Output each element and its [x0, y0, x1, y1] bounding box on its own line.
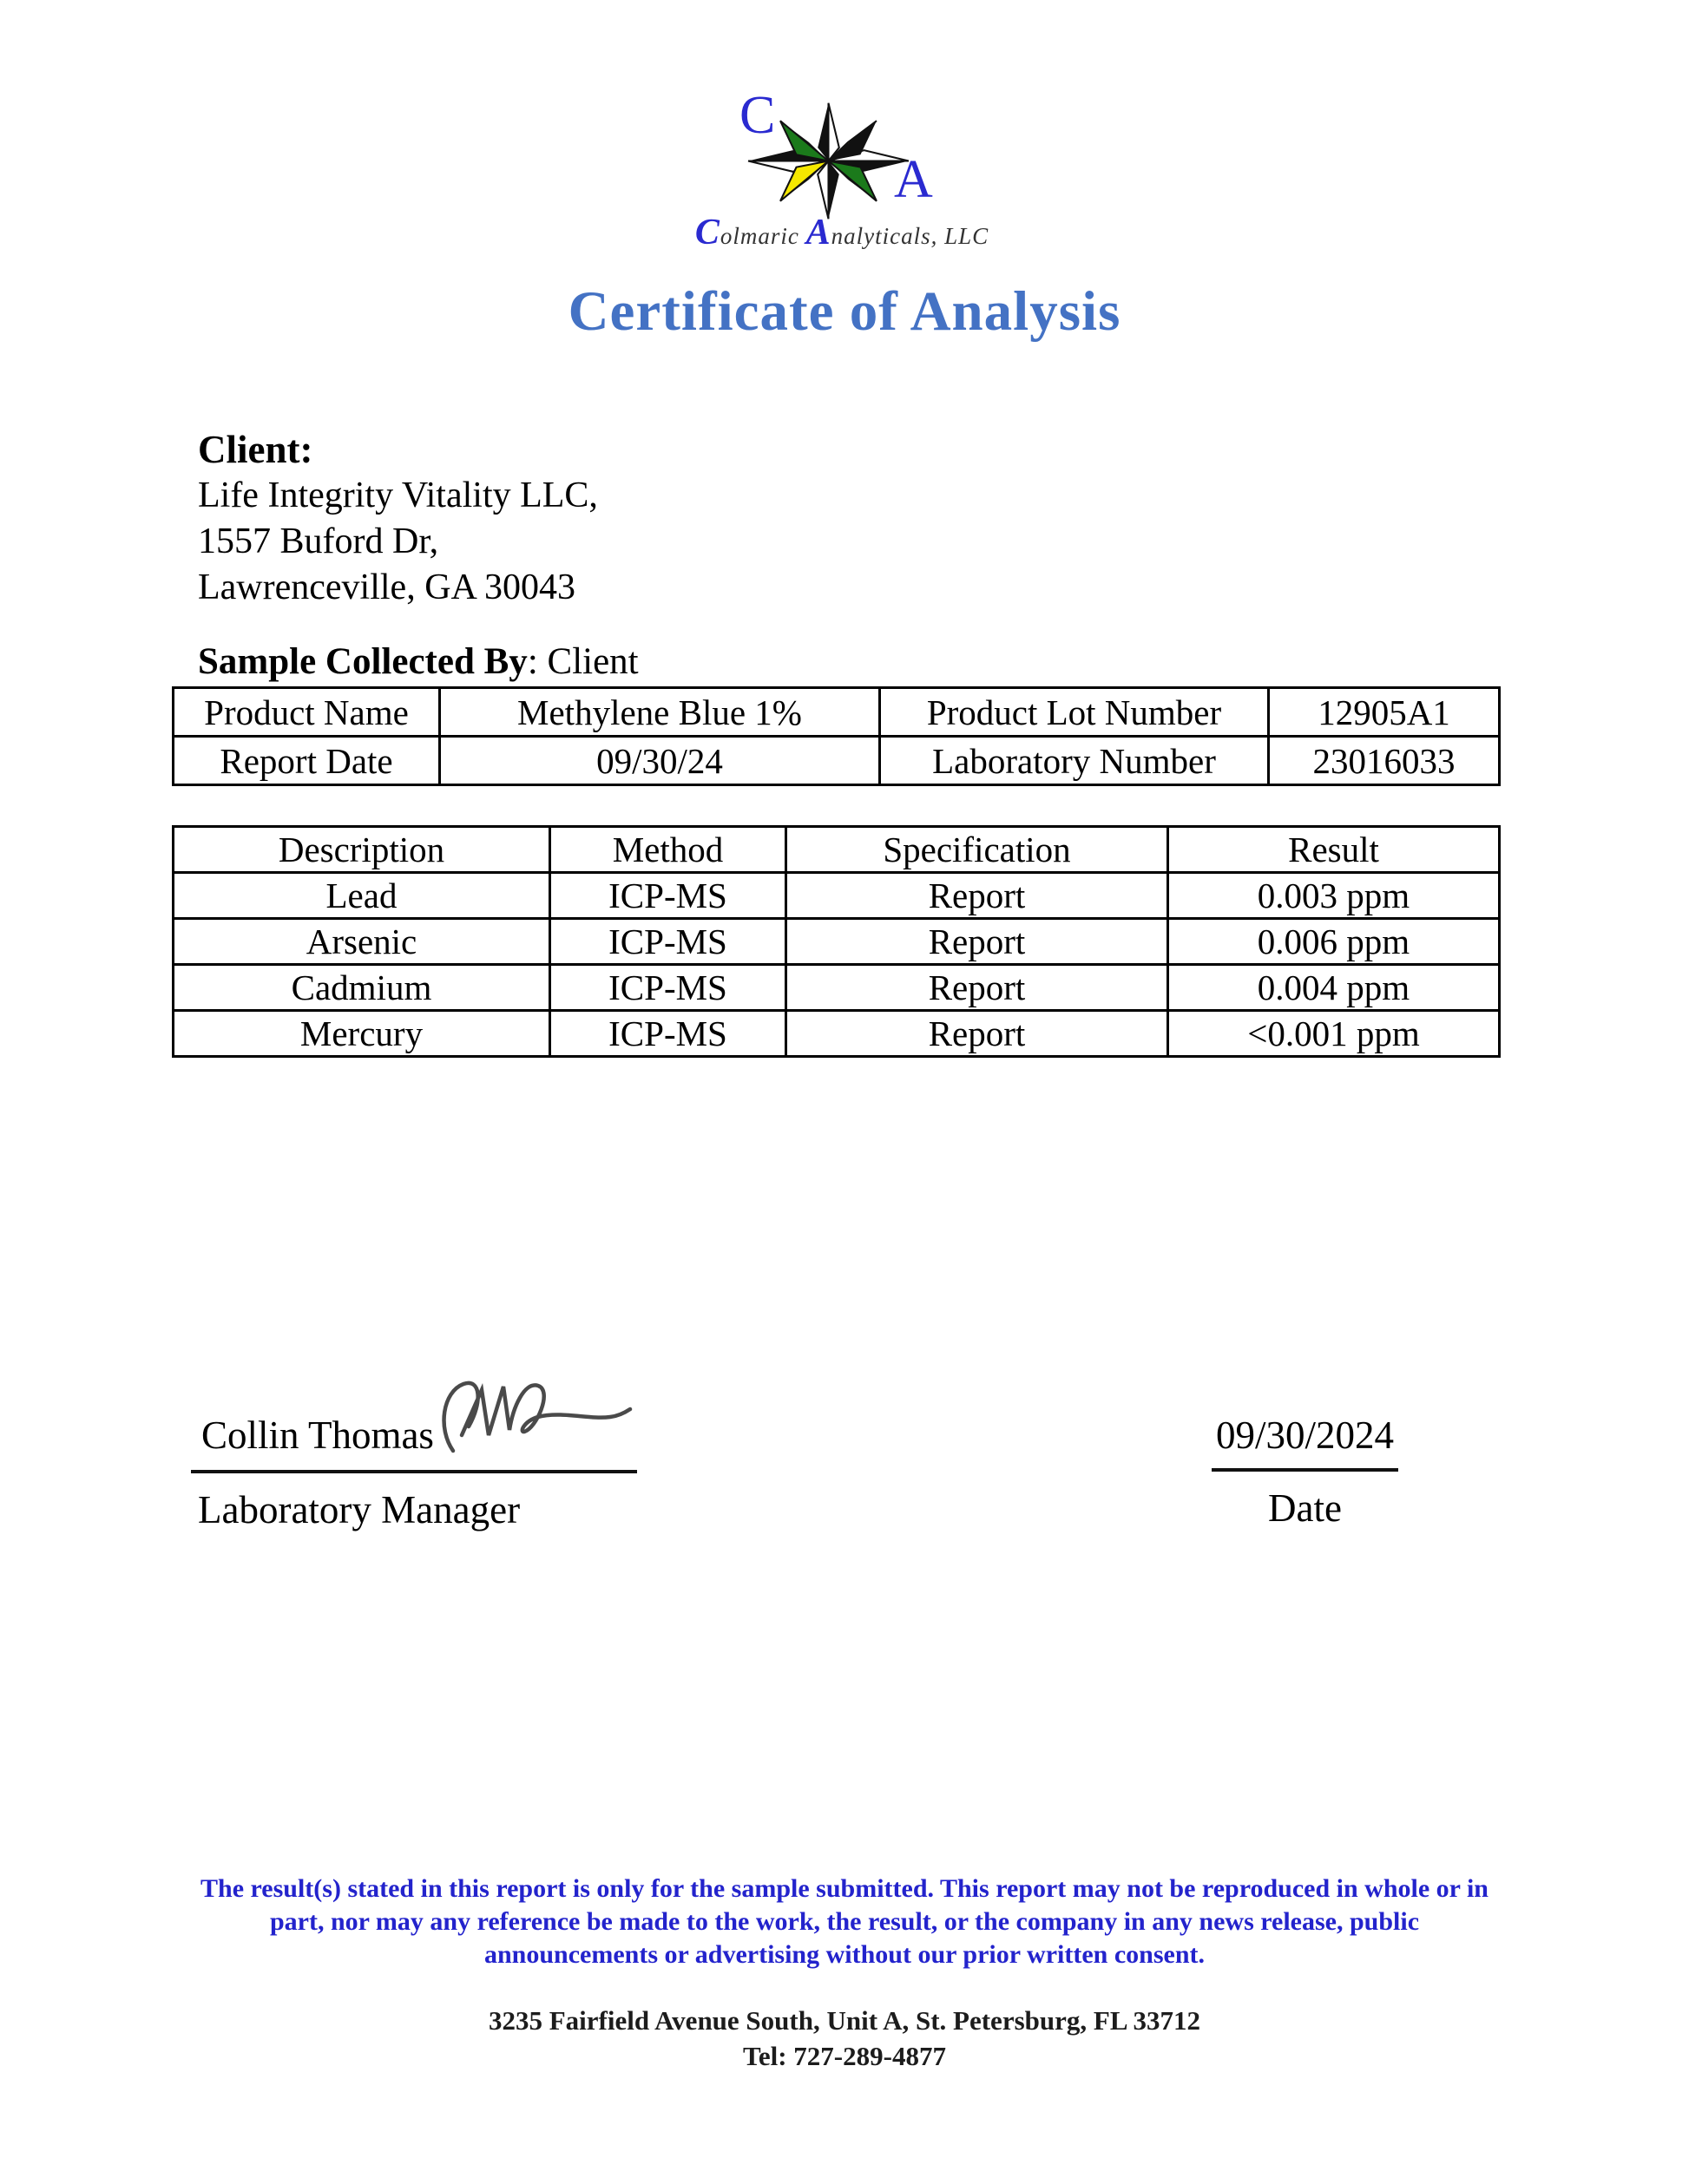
cadmium-spec: Report [786, 965, 1168, 1011]
sample-collected-value: : Client [527, 641, 639, 682]
lead-description: Lead [174, 873, 550, 919]
logo-letter-a: A [894, 150, 933, 209]
lot-number-label: Product Lot Number [880, 688, 1269, 737]
compass-rose-icon [746, 101, 911, 222]
arsenic-description: Arsenic [174, 919, 550, 965]
client-address-line-2: 1557 Buford Dr, [198, 521, 439, 561]
report-date-value: 09/30/24 [440, 737, 880, 785]
mercury-result: <0.001 ppm [1168, 1011, 1500, 1057]
signature-role: Laboratory Manager [198, 1488, 521, 1531]
sample-collected-line [198, 640, 639, 683]
client-heading: Client: [198, 428, 313, 471]
mercury-method: ICP-MS [550, 1011, 786, 1057]
sample-collected-label: Sample Collected By [198, 641, 528, 682]
lab-number-label: Laboratory Number [880, 737, 1269, 785]
lead-result: 0.003 ppm [1168, 873, 1500, 919]
col-header-result: Result [1168, 827, 1500, 873]
lead-method: ICP-MS [550, 873, 786, 919]
logo-letter-c: C [739, 86, 776, 145]
mercury-description: Mercury [174, 1011, 550, 1057]
info-row-product [174, 688, 1500, 737]
wordmark-a-initial: A [805, 213, 831, 253]
product-name-value: Methylene Blue 1% [440, 688, 880, 737]
footer-address: 3235 Fairfield Avenue South, Unit A, St. Petersburg, FL 33712 [488, 2005, 1201, 2036]
logo-wordmark [686, 212, 998, 253]
col-header-specification: Specification [786, 827, 1168, 873]
disclaimer-line-3: announcements or advertising without our prior written consent. [483, 1940, 1205, 1969]
wordmark-analyticals: nalyticals, LLC [831, 223, 989, 249]
results-row-mercury [174, 1011, 1500, 1057]
mercury-spec: Report [786, 1011, 1168, 1057]
lead-spec: Report [786, 873, 1168, 919]
client-address-line-1: Life Integrity Vitality LLC, [198, 475, 598, 515]
col-header-description: Description [174, 827, 550, 873]
signature-name: Collin Thomas [201, 1413, 434, 1457]
product-info-table [172, 686, 1501, 786]
footer-phone: Tel: 727-289-4877 [743, 2041, 946, 2071]
signature-scribble [434, 1366, 638, 1470]
cadmium-description: Cadmium [174, 965, 550, 1011]
arsenic-spec: Report [786, 919, 1168, 965]
results-row-cadmium [174, 965, 1500, 1011]
wordmark-colmaric: olmaric [720, 223, 806, 249]
client-address [198, 473, 598, 611]
cadmium-result: 0.004 ppm [1168, 965, 1500, 1011]
disclaimer [0, 1872, 1689, 1971]
disclaimer-line-1: The result(s) stated in this report is only for the sample submitted. This report may not be reproduced in whole or in [200, 1874, 1489, 1903]
client-address-line-3: Lawrenceville, GA 30043 [198, 567, 576, 607]
arsenic-method: ICP-MS [550, 919, 786, 965]
wordmark-c-initial: C [694, 213, 720, 253]
lab-number-value: 23016033 [1269, 737, 1500, 785]
arsenic-result: 0.006 ppm [1168, 919, 1500, 965]
results-table [172, 825, 1501, 1058]
info-row-report [174, 737, 1500, 785]
results-row-lead [174, 873, 1500, 919]
results-row-arsenic [174, 919, 1500, 965]
signature-date: 09/30/2024 [1212, 1413, 1398, 1472]
col-header-method: Method [550, 827, 786, 873]
signature-date-label: Date [1268, 1486, 1342, 1530]
footer-address-block [0, 2003, 1689, 2074]
disclaimer-line-2: part, nor may any reference be made to the work, the result, or the company in any news release, public [269, 1907, 1420, 1936]
lot-number-value: 12905A1 [1269, 688, 1500, 737]
product-name-label: Product Name [174, 688, 440, 737]
page-title: Certificate of Analysis [568, 280, 1121, 343]
cadmium-method: ICP-MS [550, 965, 786, 1011]
report-date-label: Report Date [174, 737, 440, 785]
results-header-row [174, 827, 1500, 873]
